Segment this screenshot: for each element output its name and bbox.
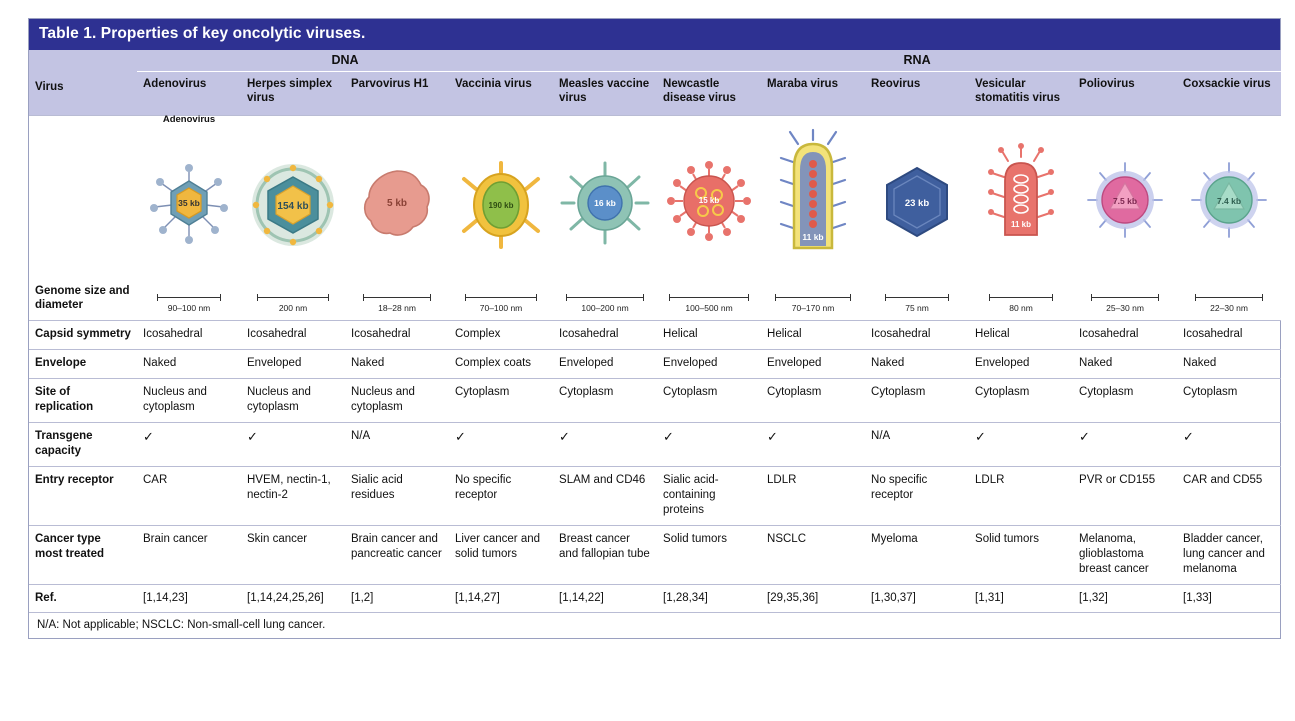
cell: LDLR <box>761 466 865 525</box>
cell: Complex <box>449 321 553 350</box>
column-header-maraba-virus: Maraba virus <box>761 72 865 116</box>
row-label-ref: Ref. <box>29 584 137 612</box>
group-header-dna: DNA <box>137 50 553 72</box>
scalebar-vaccinia-virus <box>465 294 537 314</box>
genome-size-adenovirus: 35 kb <box>178 198 200 209</box>
cell: Nucleus and cytoplasm <box>137 379 241 423</box>
cell: ✓ <box>553 423 657 467</box>
poliovirus-icon <box>1082 160 1168 246</box>
scalebar-maraba-virus <box>775 294 851 314</box>
cell: N/A <box>345 423 449 467</box>
cell: Bladder cancer, lung cancer and melanoma <box>1177 525 1281 584</box>
herpes-simplex-virus-icon <box>245 153 341 253</box>
cell: Solid tumors <box>657 525 761 584</box>
coxsackie-virus-icon <box>1186 160 1272 246</box>
cell: [1,14,27] <box>449 584 553 612</box>
cell: N/A <box>865 423 969 467</box>
cell: Sialic acid residues <box>345 466 449 525</box>
column-header-measles-vaccine-virus: Measles vaccine virus <box>553 72 657 116</box>
cell: HVEM, nectin-1, nectin-2 <box>241 466 345 525</box>
table-row <box>29 350 1281 379</box>
row-label-entry-receptor: Entry receptor <box>29 466 137 525</box>
cell: Cytoplasm <box>969 379 1073 423</box>
figure-title-adenovirus: Adenovirus <box>162 114 216 126</box>
cell: Cytoplasm <box>553 379 657 423</box>
cell: Melanoma, glioblastoma breast cancer <box>1073 525 1177 584</box>
table-row <box>29 423 1281 467</box>
parvovirus-h1-icon <box>357 163 437 243</box>
cell: Icosahedral <box>1073 321 1177 350</box>
cell: Enveloped <box>657 350 761 379</box>
virus-figure-vaccinia-virus <box>449 116 553 321</box>
cell: Complex coats <box>449 350 553 379</box>
page <box>0 18 1295 721</box>
cell: [1,33] <box>1177 584 1281 612</box>
cell: Icosahedral <box>553 321 657 350</box>
column-header-newcastle-disease-virus: Newcastle disease virus <box>657 72 761 116</box>
diameter-parvovirus-h1: 18–28 nm <box>378 303 416 314</box>
diameter-measles-vaccine-virus: 100–200 nm <box>581 303 629 314</box>
cell: ✓ <box>1073 423 1177 467</box>
cell: LDLR <box>969 466 1073 525</box>
cell: [1,14,23] <box>137 584 241 612</box>
column-header-parvovirus-h1: Parvovirus H1 <box>345 72 449 116</box>
diameter-herpes-simplex-virus: 200 nm <box>278 303 308 314</box>
cell: Solid tumors <box>969 525 1073 584</box>
row-label-capsid-symmetry: Capsid symmetry <box>29 321 137 350</box>
measles-vaccine-virus-icon <box>560 157 650 249</box>
cell: PVR or CD155 <box>1073 466 1177 525</box>
diameter-maraba-virus: 70–170 nm <box>791 303 835 314</box>
virus-figure-herpes-simplex-virus <box>241 116 345 321</box>
adenovirus-icon <box>143 155 235 251</box>
cell: SLAM and CD46 <box>553 466 657 525</box>
group-header-rna: RNA <box>553 50 1281 72</box>
cell: Naked <box>137 350 241 379</box>
cell: Enveloped <box>241 350 345 379</box>
vesicular-stomatitis-virus-icon <box>980 143 1062 263</box>
cell: ✓ <box>137 423 241 467</box>
cell: Skin cancer <box>241 525 345 584</box>
cell: [1,28,34] <box>657 584 761 612</box>
table-head <box>29 50 1281 116</box>
genome-size-reovirus: 23 kb <box>904 198 930 210</box>
vaccinia-virus-icon <box>456 155 546 251</box>
cell: [1,30,37] <box>865 584 969 612</box>
table-row <box>29 466 1281 525</box>
genome-size-parvovirus-h1: 5 kb <box>386 198 408 210</box>
cell: ✓ <box>1177 423 1281 467</box>
virus-figure-parvovirus-h1 <box>345 116 449 321</box>
cell: CAR <box>137 466 241 525</box>
cell: ✓ <box>449 423 553 467</box>
diameter-newcastle-disease-virus: 100–500 nm <box>685 303 733 314</box>
cell: [1,2] <box>345 584 449 612</box>
genome-size-herpes-simplex-virus: 154 kb <box>277 201 309 213</box>
group-header-spacer <box>29 50 137 72</box>
diameter-coxsackie-virus: 22–30 nm <box>1210 303 1248 314</box>
column-header-virus: Virus <box>29 72 137 116</box>
maraba-virus-icon <box>776 128 850 278</box>
column-header-herpes-simplex-virus: Herpes simplex virus <box>241 72 345 116</box>
cell: [1,32] <box>1073 584 1177 612</box>
cell: ✓ <box>761 423 865 467</box>
scalebar-reovirus <box>885 294 949 314</box>
cell: [1,31] <box>969 584 1073 612</box>
column-header-vesicular-stomatitis-virus: Vesicular stomatitis virus <box>969 72 1073 116</box>
cell: Naked <box>865 350 969 379</box>
cell: Breast cancer and fallopian tube <box>553 525 657 584</box>
cell: Enveloped <box>553 350 657 379</box>
cell: Myeloma <box>865 525 969 584</box>
cell: Helical <box>761 321 865 350</box>
virus-figure-vesicular-stomatitis-virus <box>969 116 1073 321</box>
cell: Nucleus and cytoplasm <box>241 379 345 423</box>
table-row <box>29 584 1281 612</box>
virus-figure-measles-vaccine-virus <box>553 116 657 321</box>
scalebar-herpes-simplex-virus <box>257 294 329 314</box>
cell: Naked <box>345 350 449 379</box>
column-header-vaccinia-virus: Vaccinia virus <box>449 72 553 116</box>
scalebar-newcastle-disease-virus <box>669 294 749 314</box>
scalebar-adenovirus <box>157 294 221 314</box>
cell: ✓ <box>969 423 1073 467</box>
column-header-coxsackie-virus: Coxsackie virus <box>1177 72 1281 116</box>
table-1 <box>28 18 1281 639</box>
genome-size-vaccinia-virus: 190 kb <box>488 201 514 211</box>
cell: Cytoplasm <box>1177 379 1281 423</box>
cell: Icosahedral <box>137 321 241 350</box>
virus-figure-newcastle-disease-virus <box>657 116 761 321</box>
genome-size-maraba-virus: 11 kb <box>802 232 824 243</box>
properties-table <box>29 50 1281 612</box>
column-header-poliovirus: Poliovirus <box>1073 72 1177 116</box>
row-label-cancer-type-most-treated: Cancer type most treated <box>29 525 137 584</box>
reovirus-icon <box>878 162 956 244</box>
column-header-row <box>29 72 1281 116</box>
group-header-row <box>29 50 1281 72</box>
scalebar-parvovirus-h1 <box>363 294 431 314</box>
cell: Cytoplasm <box>1073 379 1177 423</box>
diameter-vesicular-stomatitis-virus: 80 nm <box>1009 303 1033 314</box>
cell: NSCLC <box>761 525 865 584</box>
genome-size-measles-vaccine-virus: 16 kb <box>594 198 616 209</box>
genome-size-coxsackie-virus: 7.4 kb <box>1217 196 1242 207</box>
cell: Naked <box>1073 350 1177 379</box>
cell: Cytoplasm <box>657 379 761 423</box>
scalebar-poliovirus <box>1091 294 1159 314</box>
virus-figure-adenovirus <box>137 116 241 321</box>
cell: No specific receptor <box>865 466 969 525</box>
cell: Sialic acid-containing proteins <box>657 466 761 525</box>
diameter-reovirus: 75 nm <box>905 303 929 314</box>
row-label-envelope: Envelope <box>29 350 137 379</box>
virus-figure-maraba-virus <box>761 116 865 321</box>
row-label-genome-size-and-diameter: Genome size and diameter <box>29 116 137 321</box>
cell: Nucleus and cytoplasm <box>345 379 449 423</box>
cell: Helical <box>969 321 1073 350</box>
table-footnote: N/A: Not applicable; NSCLC: Non-small-cell lung cancer. <box>29 612 1280 638</box>
cell: [29,35,36] <box>761 584 865 612</box>
row-label-transgene-capacity: Transgene capacity <box>29 423 137 467</box>
row-label-site-of-replication: Site of replication <box>29 379 137 423</box>
cell: [1,14,24,25,26] <box>241 584 345 612</box>
table-body <box>29 116 1281 613</box>
virus-figure-reovirus <box>865 116 969 321</box>
cell: Cytoplasm <box>761 379 865 423</box>
genome-size-poliovirus: 7.5 kb <box>1112 196 1138 207</box>
cell: No specific receptor <box>449 466 553 525</box>
genome-size-vesicular-stomatitis-virus: 11 kb <box>1011 220 1032 230</box>
scalebar-coxsackie-virus <box>1195 294 1263 314</box>
diameter-poliovirus: 25–30 nm <box>1106 303 1144 314</box>
cell: Icosahedral <box>241 321 345 350</box>
cell: Cytoplasm <box>865 379 969 423</box>
figure-row <box>29 116 1281 321</box>
virus-figure-coxsackie-virus <box>1177 116 1281 321</box>
cell: Helical <box>657 321 761 350</box>
cell: Enveloped <box>969 350 1073 379</box>
cell: CAR and CD55 <box>1177 466 1281 525</box>
table-row <box>29 379 1281 423</box>
cell: [1,14,22] <box>553 584 657 612</box>
cell: ✓ <box>657 423 761 467</box>
genome-size-newcastle-disease-virus: 15 kb <box>698 196 720 206</box>
column-header-adenovirus: Adenovirus <box>137 72 241 116</box>
table-caption: Table 1. Properties of key oncolytic viruses. <box>29 19 1280 50</box>
cell: Brain cancer <box>137 525 241 584</box>
cell: Enveloped <box>761 350 865 379</box>
virus-figure-poliovirus <box>1073 116 1177 321</box>
cell: ✓ <box>241 423 345 467</box>
cell: Icosahedral <box>345 321 449 350</box>
scalebar-vesicular-stomatitis-virus <box>989 294 1053 314</box>
table-row <box>29 321 1281 350</box>
cell: Naked <box>1177 350 1281 379</box>
newcastle-disease-virus-icon <box>663 155 755 251</box>
diameter-vaccinia-virus: 70–100 nm <box>479 303 523 314</box>
cell: Liver cancer and solid tumors <box>449 525 553 584</box>
cell: Icosahedral <box>865 321 969 350</box>
diameter-adenovirus: 90–100 nm <box>167 303 211 314</box>
cell: Brain cancer and pancreatic cancer <box>345 525 449 584</box>
table-row <box>29 525 1281 584</box>
cell: Cytoplasm <box>449 379 553 423</box>
scalebar-measles-vaccine-virus <box>566 294 644 314</box>
cell: Icosahedral <box>1177 321 1281 350</box>
column-header-reovirus: Reovirus <box>865 72 969 116</box>
